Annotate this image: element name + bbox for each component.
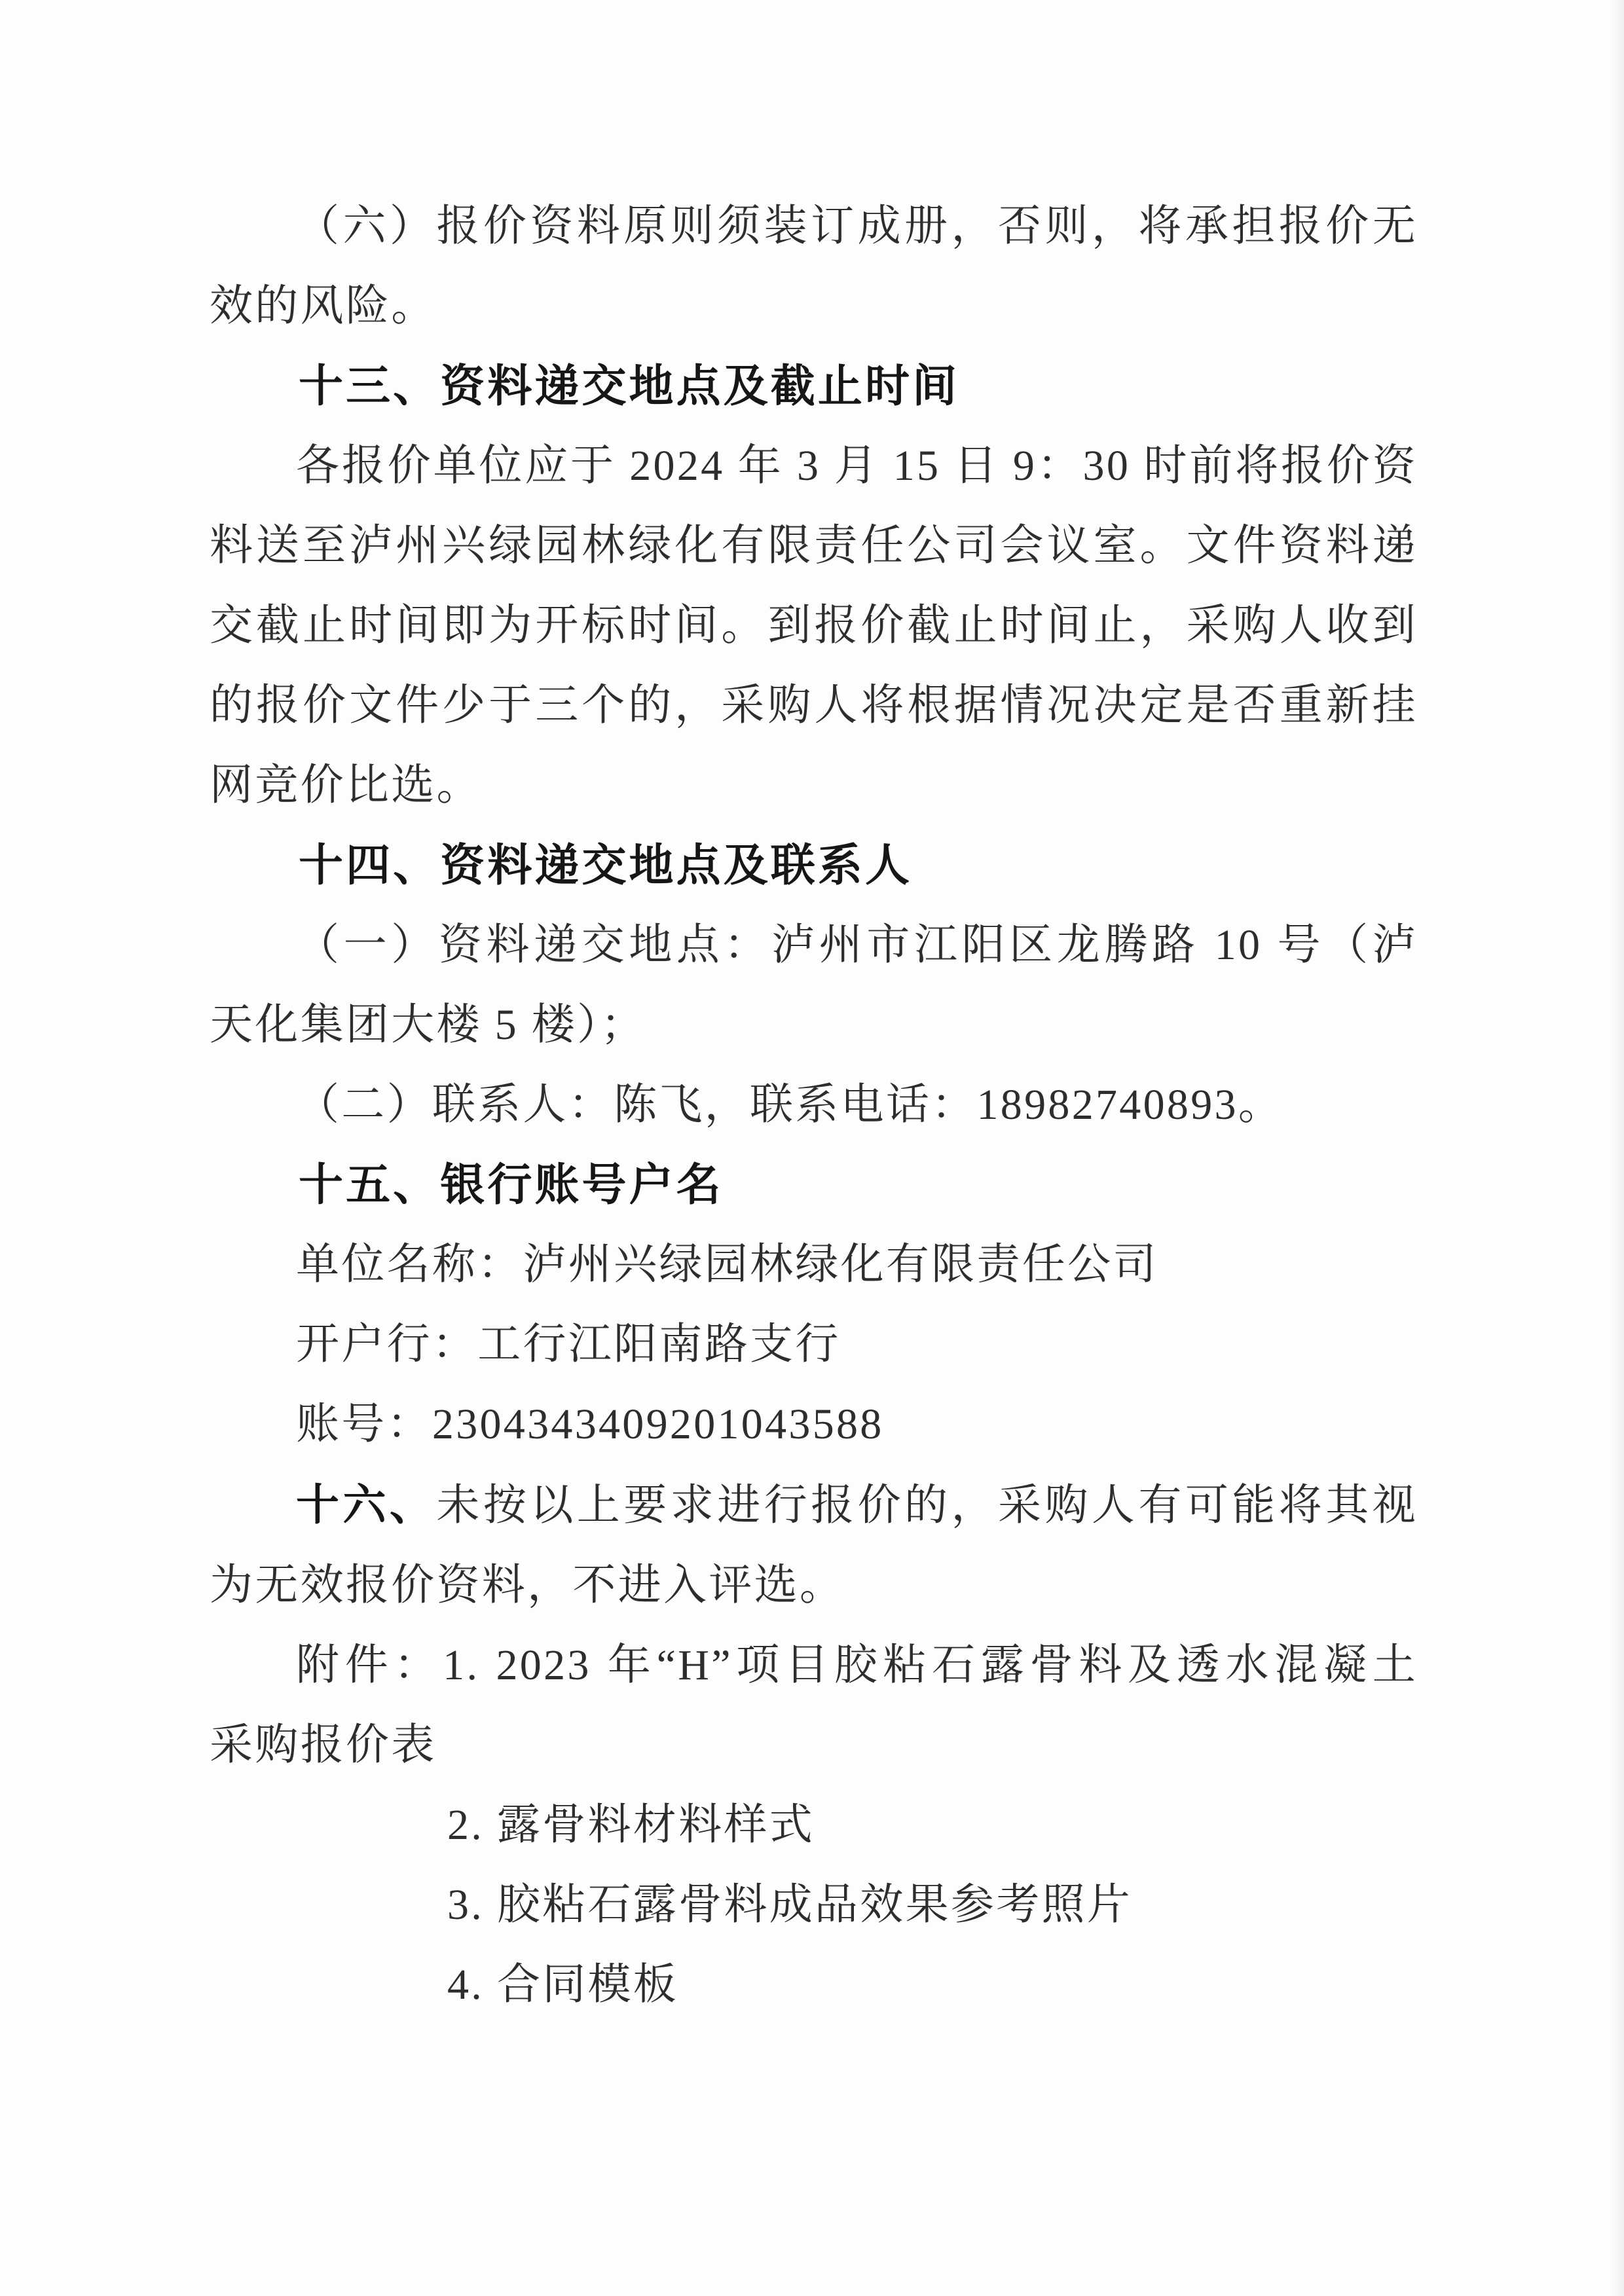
text-line: （六）报价资料原则须装订成册，否则，将承担报价无	[296, 202, 1418, 250]
text-line: 附件：1. 2023 年“H”项目胶粘石露骨料及透水混凝土	[296, 1641, 1418, 1689]
text-line: 3. 胶粘石露骨料成品效果参考照片	[447, 1881, 1133, 1929]
text-line: （一）资料递交地点：泸州市江阳区龙腾路 10 号（泸	[296, 921, 1418, 969]
section-heading: 十五、银行账号户名	[299, 1160, 724, 1210]
text-line: 交截止时间即为开标时间。到报价截止时间止，采购人收到	[210, 602, 1418, 649]
text-line: 天化集团大楼 5 楼）；	[210, 1001, 646, 1049]
text-line: （二）联系人：陈飞，联系电话：18982740893。	[296, 1081, 1284, 1129]
text-line: 网竞价比选。	[210, 761, 482, 809]
text-line: 2. 露骨料材料样式	[447, 1801, 815, 1849]
text-line: 单位名称：泸州兴绿园林绿化有限责任公司	[296, 1241, 1158, 1288]
text-line: 采购报价表	[210, 1721, 437, 1769]
section-number-bold: 十六、	[296, 1480, 437, 1529]
scan-edge-shadow	[1611, 0, 1624, 2296]
text-line: 的报价文件少于三个的，采购人将根据情况决定是否重新挂	[210, 682, 1418, 729]
text-line: 4. 合同模板	[447, 1961, 679, 2009]
text-line: 各报价单位应于 2024 年 3 月 15 日 9：30 时前将报价资	[296, 442, 1418, 490]
document-text-block	[210, 187, 1418, 2025]
text-line: 账号：2304343409201043588	[296, 1400, 884, 1448]
section-heading: 十三、资料递交地点及截止时间	[299, 361, 960, 411]
text-line: 料送至泸州兴绿园林绿化有限责任公司会议室。文件资料递	[210, 522, 1418, 570]
text-line: 十六、未按以上要求进行报价的，采购人有可能将其视	[296, 1480, 1418, 1529]
section-heading: 十四、资料递交地点及联系人	[299, 841, 913, 890]
text-line: 开户行：工行江阳南路支行	[296, 1321, 841, 1368]
text-line: 为无效报价资料，不进入评选。	[210, 1561, 845, 1609]
text-line: 效的风险。	[210, 282, 437, 330]
